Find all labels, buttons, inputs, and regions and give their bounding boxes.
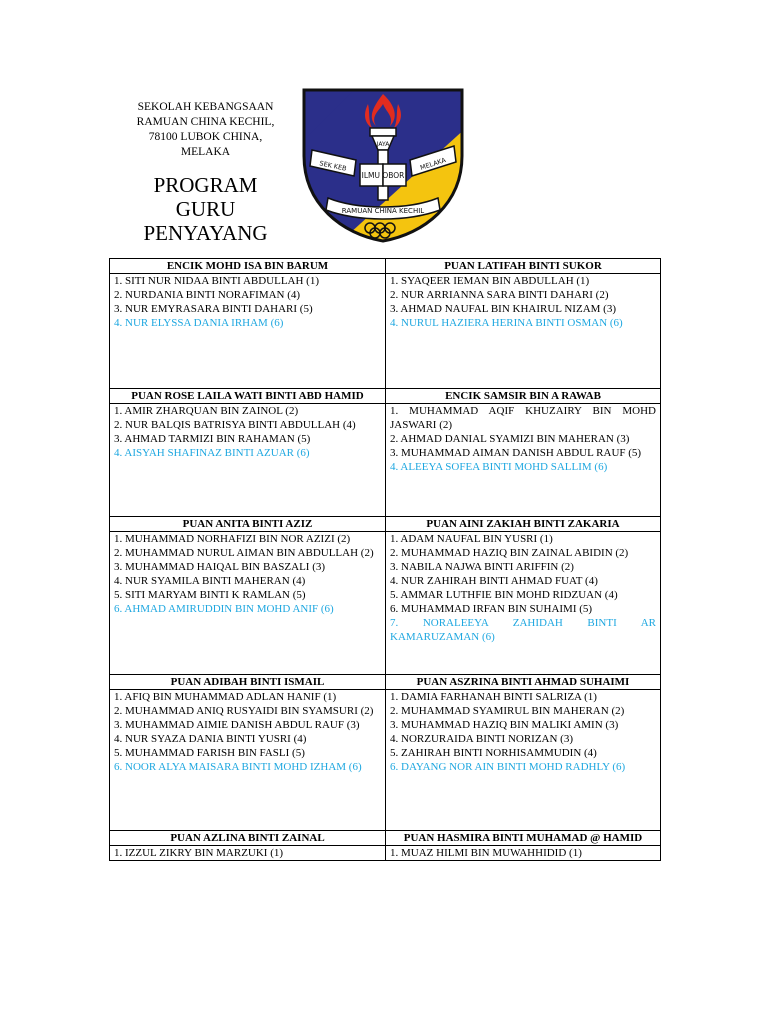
student-item: 3. NABILA NAJWA BINTI ARIFFIN (2): [390, 561, 574, 573]
student-item: 2. NURDANIA BINTI NORAFIMAN (4): [114, 289, 301, 301]
student-item: 3. MUHAMMAD AIMAN DANISH ABDUL RAUF (5): [390, 447, 642, 459]
student-item: 4. NUR SYAZA DANIA BINTI YUSRI (4): [114, 733, 307, 745]
teacher-name: PUAN AZLINA BINTI ZAINAL: [110, 831, 386, 846]
table-header-row: [110, 831, 661, 846]
student-item: 2. AHMAD DANIAL SYAMIZI BIN MAHERAN (3): [390, 433, 630, 445]
school-address-line: 78100 LUBOK CHINA,: [148, 131, 263, 143]
student-item: 1. SYAQEER IEMAN BIN ABDULLAH (1): [390, 275, 590, 287]
student-item: 3. NUR EMYRASARA BINTI DAHARI (5): [114, 303, 313, 315]
student-item: 1. MUHAMMAD NORHAFIZI BIN NOR AZIZI (2): [114, 533, 351, 545]
teacher-name: PUAN ADIBAH BINTI ISMAIL: [110, 675, 386, 690]
student-item: 1. AFIQ BIN MUHAMMAD ADLAN HANIF (1): [114, 691, 337, 703]
teacher-name: ENCIK SAMSIR BIN A RAWAB: [386, 389, 661, 404]
teacher-name: PUAN ROSE LAILA WATI BINTI ABD HAMID: [110, 389, 386, 404]
student-item-highlighted: 4. AISYAH SHAFINAZ BINTI AZUAR (6): [114, 447, 310, 459]
student-item-highlighted: 6. DAYANG NOR AIN BINTI MOHD RADHLY (6): [390, 761, 626, 773]
student-list: [386, 404, 661, 517]
student-list: [110, 846, 386, 861]
student-item: 5. ZAHIRAH BINTI NORHISAMMUDIN (4): [390, 747, 597, 759]
student-item: 1. DAMIA FARHANAH BINTI SALRIZA (1): [390, 691, 597, 703]
table-row: [110, 846, 661, 861]
student-item: 6. MUHAMMAD IRFAN BIN SUHAIMI (5): [390, 603, 593, 615]
program-title: [118, 173, 293, 245]
table-row: [110, 404, 661, 517]
student-item-highlighted: 4. NUR ELYSSA DANIA IRHAM (6): [114, 317, 284, 329]
school-address-line: MELAKA: [180, 146, 231, 158]
student-item: 5. SITI MARYAM BINTI K RAMLAN (5): [114, 589, 306, 601]
teacher-student-table: [109, 258, 661, 861]
student-item-highlighted: 6. AHMAD AMIRUDDIN BIN MOHD ANIF (6): [114, 603, 334, 615]
crest-right-text: MELAKA: [419, 156, 447, 172]
crest-top-text: JAYA: [376, 141, 390, 148]
student-item: 4. NORZURAIDA BINTI NORIZAN (3): [390, 733, 574, 745]
teacher-name: ENCIK MOHD ISA BIN BARUM: [110, 259, 386, 274]
student-item: 2. NUR ARRIANNA SARA BINTI DAHARI (2): [390, 289, 609, 301]
teacher-name: PUAN HASMIRA BINTI MUHAMAD @ HAMID: [386, 831, 661, 846]
student-item: 4. NUR SYAMILA BINTI MAHERAN (4): [114, 575, 306, 587]
student-list: [110, 690, 386, 831]
table-header-row: [110, 675, 661, 690]
student-item-highlighted: 4. NURUL HAZIERA HERINA BINTI OSMAN (6): [390, 317, 623, 329]
student-item: 4. NUR ZAHIRAH BINTI AHMAD FUAT (4): [390, 575, 598, 587]
table-row: [110, 690, 661, 831]
student-list: [386, 274, 661, 389]
student-item: 2. MUHAMMAD SYAMIRUL BIN MAHERAN (2): [390, 705, 625, 717]
teacher-name: PUAN LATIFAH BINTI SUKOR: [386, 259, 661, 274]
program-title-line: PENYAYANG: [143, 221, 268, 245]
student-item-highlighted: 7. NORALEEYA ZAHIDAH BINTI AR KAMARUZAMAN (6): [390, 617, 656, 643]
crest-center-text: ILMU OBOR: [361, 171, 405, 180]
student-item: 3. MUHAMMAD HAZIQ BIN MALIKI AMIN (3): [390, 719, 619, 731]
student-item: 1. IZZUL ZIKRY BIN MARZUKI (1): [114, 847, 284, 859]
student-item: 5. AMMAR LUTHFIE BIN MOHD RIDZUAN (4): [390, 589, 618, 601]
program-title-line: GURU: [175, 197, 236, 221]
student-item: 1. SITI NUR NIDAA BINTI ABDULLAH (1): [114, 275, 320, 287]
student-item: 2. MUHAMMAD NURUL AIMAN BIN ABDULLAH (2): [114, 547, 374, 559]
table-row: [110, 274, 661, 389]
table-header-row: [110, 259, 661, 274]
student-item: 1. MUHAMMAD AQIF KHUZAIRY BIN MOHD JASWARI (2): [390, 405, 656, 431]
student-item-highlighted: 4. ALEEYA SOFEA BINTI MOHD SALLIM (6): [390, 461, 608, 473]
school-address: [118, 100, 293, 160]
student-item: 2. MUHAMMAD ANIQ RUSYAIDI BIN SYAMSURI (2): [114, 705, 374, 717]
student-item: 1. ADAM NAUFAL BIN YUSRI (1): [390, 533, 553, 545]
student-list: [110, 274, 386, 389]
student-list: [386, 532, 661, 675]
student-item: 3. MUHAMMAD AIMIE DANISH ABDUL RAUF (3): [114, 719, 360, 731]
student-item: 3. AHMAD NAUFAL BIN KHAIRUL NIZAM (3): [390, 303, 616, 315]
student-item: 5. MUHAMMAD FARISH BIN FASLI (5): [114, 747, 305, 759]
student-item-highlighted: 6. NOOR ALYA MAISARA BINTI MOHD IZHAM (6): [114, 761, 362, 773]
student-item: 2. NUR BALQIS BATRISYA BINTI ABDULLAH (4): [114, 419, 356, 431]
student-list: [110, 532, 386, 675]
student-list: [386, 846, 661, 861]
teacher-name: PUAN ANITA BINTI AZIZ: [110, 517, 386, 532]
student-item: 3. AHMAD TARMIZI BIN RAHAMAN (5): [114, 433, 311, 445]
table-header-row: [110, 517, 661, 532]
program-title-line: PROGRAM: [153, 173, 258, 197]
table-row: [110, 532, 661, 675]
teacher-name: PUAN ASZRINA BINTI AHMAD SUHAIMI: [386, 675, 661, 690]
table-header-row: [110, 389, 661, 404]
school-address-line: RAMUAN CHINA KECHIL,: [136, 116, 275, 128]
crest-bottom-text: RAMUAN CHINA KECHIL: [341, 207, 425, 215]
student-list: [386, 690, 661, 831]
student-item: 3. MUHAMMAD HAIQAL BIN BASZALI (3): [114, 561, 326, 573]
school-address-line: SEKOLAH KEBANGSAAN: [137, 101, 274, 113]
student-item: 2. MUHAMMAD HAZIQ BIN ZAINAL ABIDIN (2): [390, 547, 629, 559]
school-crest-logo: [298, 86, 468, 244]
student-list: [110, 404, 386, 517]
teacher-name: PUAN AINI ZAKIAH BINTI ZAKARIA: [386, 517, 661, 532]
student-item: 1. MUAZ HILMI BIN MUWAHHIDID (1): [390, 847, 582, 859]
crest-left-text: SEK KEB: [318, 159, 348, 173]
student-item: 1. AMIR ZHARQUAN BIN ZAINOL (2): [114, 405, 299, 417]
